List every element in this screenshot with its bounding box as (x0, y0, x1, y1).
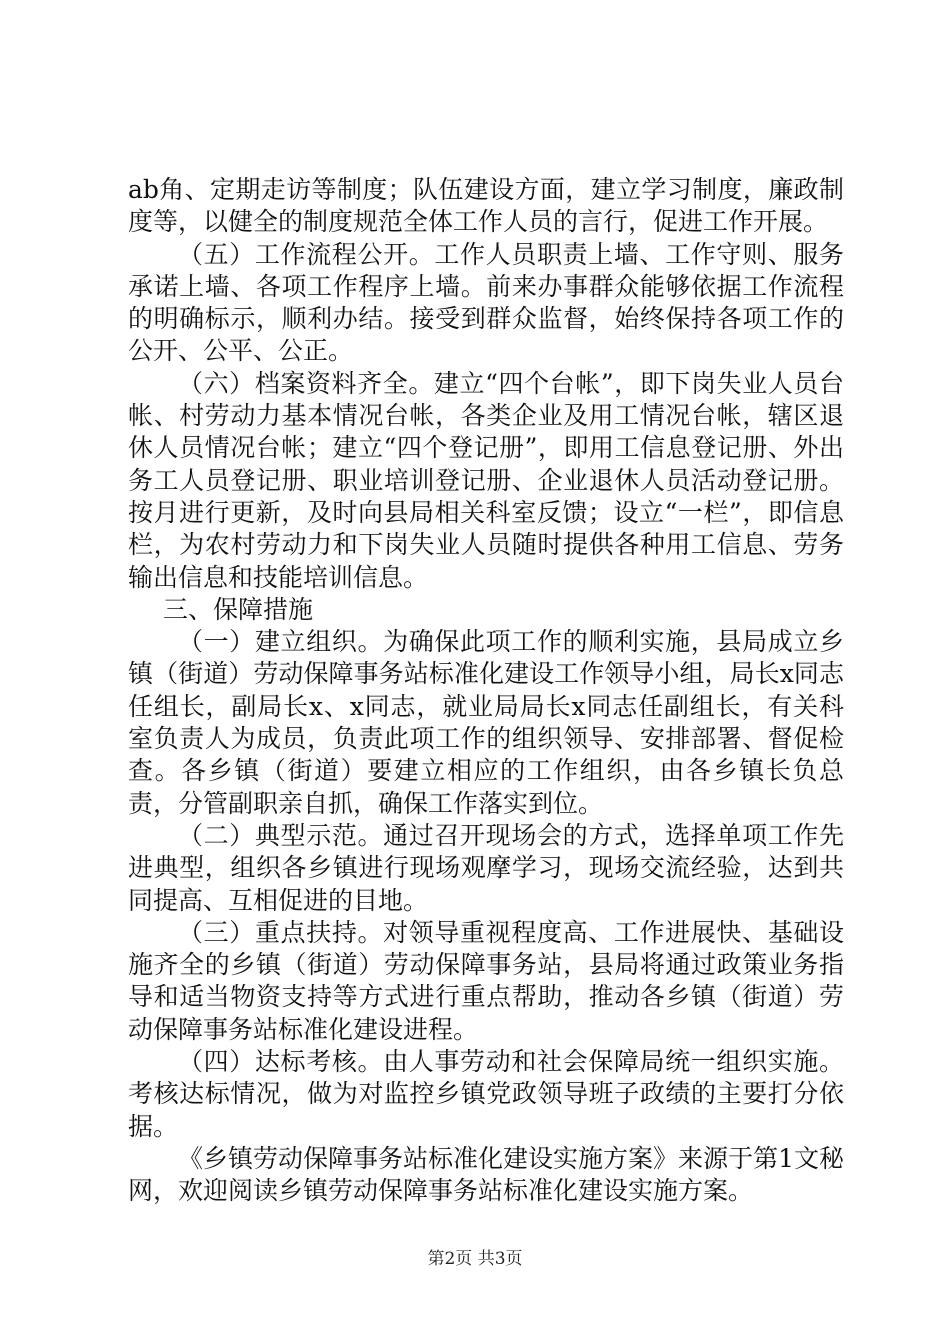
paragraph-continuation: ab角、定期走访等制度；队伍建设方面，建立学习制度，廉政制度等，以健全的制度规范全体工作人员的言行，促进工作开展。 (128, 175, 844, 237)
paragraph-assessment: （四）达标考核。由人事劳动和社会保障局统一组织实施。考核达标情况，做为对监控乡镇党政领导班子政绩的主要打分依据。 (128, 1047, 844, 1141)
paragraph-source-note: 《乡镇劳动保障事务站标准化建设实施方案》来源于第1文秘网，欢迎阅读乡镇劳动保障事务站标准化建设实施方案。 (128, 1143, 844, 1206)
page-number-footer: 第2页 共3页 (427, 1249, 523, 1269)
paragraph-workflow-open: （五）工作流程公开。工作人员职责上墙、工作守则、服务承诺上墙、各项工作程序上墙。前来办事群众能够依据工作流程的明确标示，顺利办结。接受到群众监督，始终保持各项工作的公开、公平、公正。 (128, 239, 844, 366)
paragraph-archives: （六）档案资料齐全。建立“四个台帐”，即下岗失业人员台帐、村劳动力基本情况台帐，各类企业及用工情况台帐，辖区退休人员情况台帐；建立“四个登记册”，即用工信息登记册、外出务工人员登记册、职业培训登记册、企业退休人员活动登记册。按月进行更新，及时向县局相关科室反馈；设立“一栏”，即信息栏，为农村劳动力和下岗失业人员随时提供各种用工信息、劳务输出信息和技能培训信息。 (128, 368, 844, 592)
document-body (128, 174, 844, 1208)
paragraph-support: （三）重点扶持。对领导重视程度高、工作进展快、基础设施齐全的乡镇（街道）劳动保障事务站，县局将通过政策业务指导和适当物资支持等方式进行重点帮助，推动各乡镇（街道）劳动保障事务站标准化建设进程。 (128, 917, 844, 1044)
section-heading-safeguards: 三、保障措施 (163, 594, 314, 624)
paragraph-demonstration: （二）典型示范。通过召开现场会的方式，选择单项工作先进典型，组织各乡镇进行现场观摩学习，现场交流经验，达到共同提高、互相促进的目地。 (128, 820, 844, 915)
paragraph-organization: （一）建立组织。为确保此项工作的顺利实施，县局成立乡镇（街道）劳动保障事务站标准化建设工作领导小组，局长x同志任组长，副局长x、x同志，就业局局长x同志任副组长，有关科室负责人为成员，负责此项工作的组织领导、安排部署、督促检查。各乡镇（街道）要建立相应的工作组织，由各乡镇长负总责，分管副职亲自抓，确保工作落实到位。 (128, 627, 844, 818)
